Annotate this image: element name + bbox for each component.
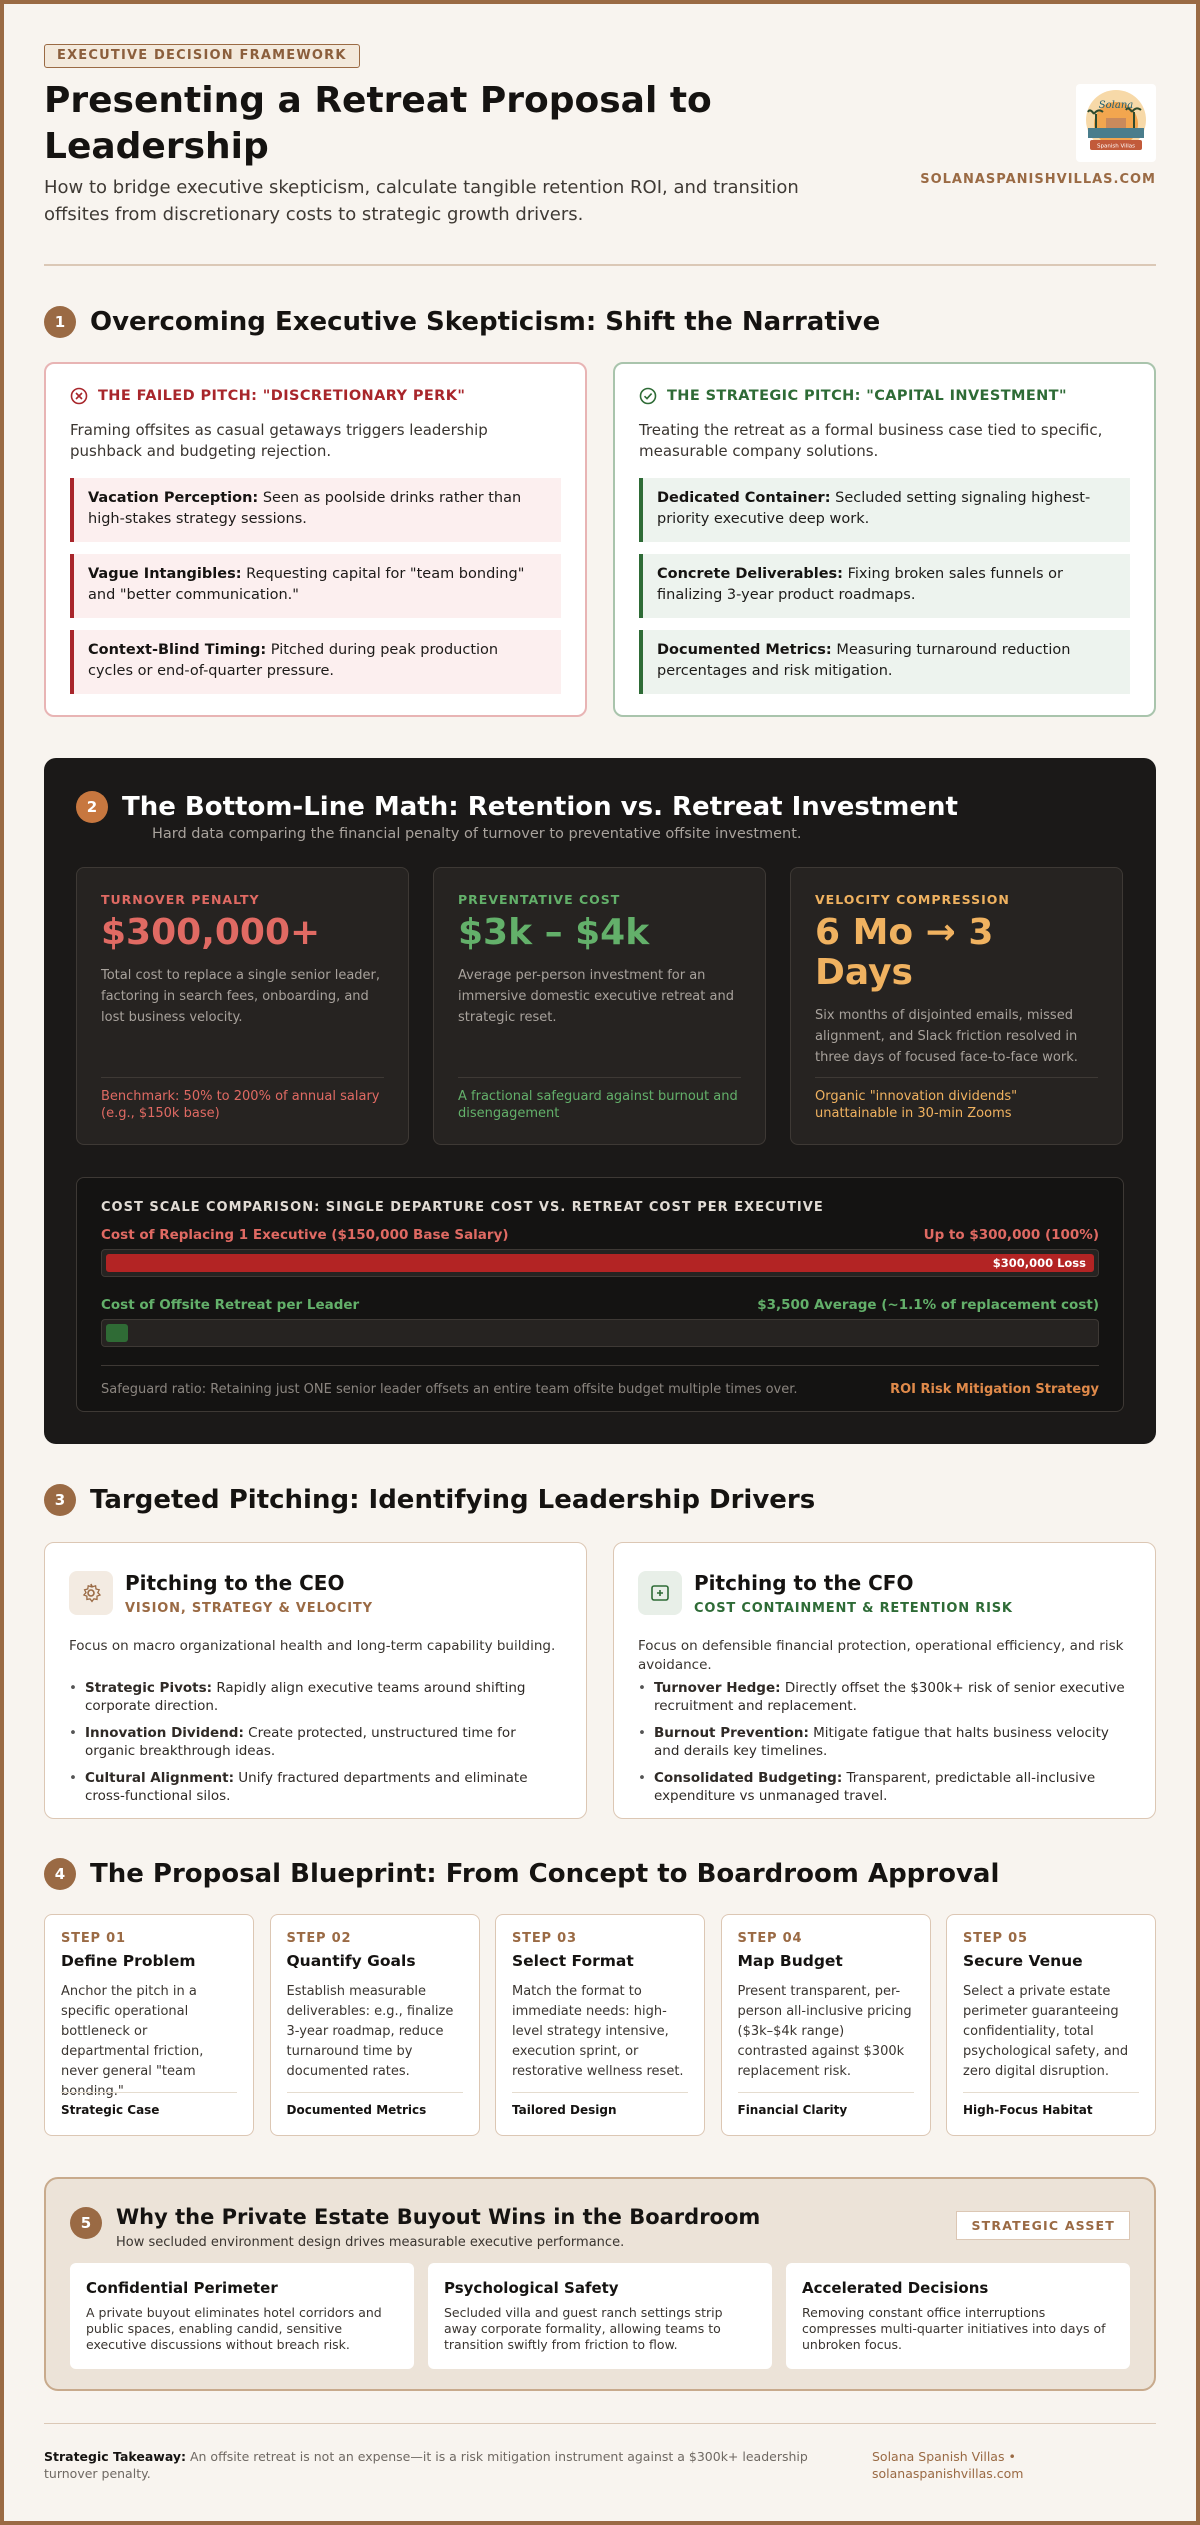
step-title: Map Budget (737, 1952, 843, 1970)
retreat-bar-label: Cost of Offsite Retreat per Leader (101, 1297, 360, 1313)
section-number: 3 (44, 1484, 76, 1516)
replacement-bar-label: Cost of Replacing 1 Executive ($150,000 Base Salary) (101, 1227, 509, 1243)
eyebrow-badge: EXECUTIVE DECISION FRAMEWORK (44, 44, 360, 68)
section-2-heading (76, 790, 1124, 824)
section-1-heading (44, 305, 880, 339)
benefit-card (70, 2263, 414, 2369)
step-number: STEP 03 (512, 1931, 577, 1946)
step-description: Establish measurable deliverables: e.g., finalize 3-year roadmap, reduce turnaround time by documented rates. (286, 1984, 454, 2079)
check-circle-icon (639, 387, 657, 405)
step-number: STEP 05 (963, 1931, 1028, 1946)
retreat-bar-fill (106, 1324, 128, 1342)
step-description: Present transparent, per-person all-inclusive pricing ($3k–$4k range) contrasted against $300k replacement risk. (737, 1984, 912, 2079)
section-number: 2 (76, 791, 108, 823)
step-outcome: Documented Metrics (287, 2092, 463, 2117)
failed-pitch-heading (70, 386, 561, 406)
step-title: Define Problem (61, 1952, 196, 1970)
svg-text:Spanish Villas: Spanish Villas (1097, 143, 1135, 150)
cfo-card-tag: COST CONTAINMENT & RETENTION RISK (694, 1601, 1013, 1616)
section-3-heading (44, 1483, 815, 1517)
replacement-bar-tag: $300,000 Loss (992, 1256, 1086, 1270)
footer-brand (872, 2448, 1072, 2482)
stat-label: PREVENTATIVE COST (458, 892, 621, 907)
stat-footnote: A fractional safeguard against burnout and disengagement (458, 1077, 741, 1122)
step-outcome: High-Focus Habitat (963, 2092, 1139, 2117)
site-url[interactable]: SOLANASPANISHVILLAS.COM (920, 172, 1156, 187)
svg-text:Solana: Solana (1098, 100, 1134, 111)
takeaway-text: An offsite retreat is not an expense—it is a risk mitigation instrument against a $300k+ leadership turnover penalty. (44, 2449, 808, 2481)
step-number: STEP 01 (61, 1931, 126, 1946)
section-4-heading (44, 1857, 999, 1891)
step-description: Match the format to immediate needs: high-level strategy intensive, execution sprint, or restorative wellness reset. (512, 1984, 684, 2079)
list-item: • Cultural Alignment: Unify fractured departments and eliminate cross-functional silos. (69, 1769, 562, 1805)
list-item: • Turnover Hedge: Directly offset the $300k+ risk of senior executive recruitment and replacement. (638, 1679, 1131, 1715)
section-title: Overcoming Executive Skepticism: Shift the Narrative (90, 307, 881, 337)
step-outcome: Tailored Design (512, 2092, 688, 2117)
step-description: Select a private estate perimeter guaranteeing confidentiality, total psychological safety, and zero digital disruption. (963, 1984, 1129, 2079)
strategic-pitch-card (613, 362, 1156, 717)
step-card (946, 1914, 1156, 2136)
step-outcome: Strategic Case (61, 2092, 237, 2117)
benefit-description: Secluded villa and guest ranch settings strip away corporate formality, allowing teams to transition swiftly from friction to flow. (444, 2305, 723, 2352)
step-title: Select Format (512, 1952, 634, 1970)
strategic-pitch-intro: Treating the retreat as a formal business case tied to specific, measurable company solutions. (639, 421, 1103, 460)
section-title: Targeted Pitching: Identifying Leadership Drivers (90, 1485, 816, 1515)
section-number: 4 (44, 1858, 76, 1890)
failed-pitch-title: THE FAILED PITCH: "DISCRETIONARY PERK" (98, 388, 466, 404)
takeaway-label: Strategic Takeaway: (44, 2449, 187, 2464)
replacement-bar-value: Up to $300,000 (100%) (923, 1227, 1099, 1243)
comparison-footer (101, 1365, 1099, 1397)
step-card (44, 1914, 254, 2136)
benefit-card (786, 2263, 1130, 2369)
section-title: The Proposal Blueprint: From Concept to Boardroom Approval (90, 1859, 1000, 1889)
step-card (270, 1914, 480, 2136)
step-number: STEP 02 (286, 1931, 352, 1946)
strategic-item: Concrete Deliverables: Fixing broken sales funnels or finalizing 3-year product roadmaps. (639, 554, 1130, 618)
replacement-bar-track (101, 1249, 1099, 1277)
step-title: Secure Venue (963, 1952, 1083, 1970)
strategic-pitch-title: THE STRATEGIC PITCH: "CAPITAL INVESTMENT" (667, 388, 1067, 404)
ceo-card-tag: VISION, STRATEGY & VELOCITY (125, 1601, 373, 1616)
header (44, 44, 1156, 264)
page-subtitle: How to bridge executive skepticism, calculate tangible retention ROI, and transition offsites from discretionary costs to strategic growth drivers. (44, 177, 799, 225)
section-subtitle: Hard data comparing the financial penalty of turnover to preventative offsite investment. (152, 826, 802, 842)
strategic-item: Dedicated Container: Secluded setting signaling highest-priority executive deep work. (639, 478, 1130, 542)
step-number: STEP 04 (737, 1931, 803, 1946)
stat-footnote: Organic "innovation dividends" unattainable in 30-min Zooms (815, 1077, 1098, 1122)
finance-icon (638, 1571, 682, 1615)
section-title: Why the Private Estate Buyout Wins in the Boardroom (116, 2205, 761, 2229)
benefit-title: Accelerated Decisions (802, 2279, 989, 2297)
benefit-card (428, 2263, 772, 2369)
benefit-description: Removing constant office interruptions compresses multi-quarter initiatives into days of unbroken focus. (802, 2305, 1106, 2352)
cost-comparison-panel (76, 1177, 1124, 1412)
benefit-description: A private buyout eliminates hotel corridors and public spaces, enabling candid, sensitive executive discussions without breach risk. (86, 2305, 382, 2352)
cfo-card-focus: Focus on defensible financial protection, operational efficiency, and risk avoidance. (638, 1638, 1124, 1673)
failed-item: Vague Intangibles: Requesting capital for "team bonding" and "better communication." (70, 554, 561, 618)
stat-card-velocity (790, 867, 1123, 1145)
strategic-pitch-heading (639, 386, 1130, 406)
ceo-card-title: Pitching to the CEO (125, 1571, 345, 1595)
stat-description: Six months of disjointed emails, missed alignment, and Slack friction resolved in three days of focused face-to-face work. (815, 1008, 1078, 1065)
strategic-asset-badge: STRATEGIC ASSET (956, 2211, 1130, 2240)
retreat-bar-value: $3,500 Average (~1.1% of replacement cost) (757, 1297, 1099, 1313)
stat-value: $3k – $4k (458, 912, 650, 953)
header-divider (44, 264, 1156, 266)
step-description: Anchor the pitch in a specific operational bottleneck or departmental friction, never general "team bonding." (61, 1984, 204, 2099)
gear-icon (69, 1571, 113, 1615)
replacement-bar-fill (106, 1254, 1094, 1272)
private-estate-panel (44, 2177, 1156, 2391)
safeguard-ratio-note: Safeguard ratio: Retaining just ONE senior leader offsets an entire team offsite budget multiple times over. (101, 1382, 798, 1397)
stat-card-turnover (76, 867, 409, 1145)
strategic-item: Documented Metrics: Measuring turnaround reduction percentages and risk mitigation. (639, 630, 1130, 694)
stat-card-preventative (433, 867, 766, 1145)
retreat-bar-label-row (101, 1297, 1099, 1313)
section-subtitle: How secluded environment design drives measurable executive performance. (116, 2235, 625, 2250)
list-item: • Innovation Dividend: Create protected, unstructured time for organic breakthrough ideas. (69, 1724, 562, 1760)
step-card (721, 1914, 931, 2136)
step-card (495, 1914, 705, 2136)
replacement-bar-label-row (101, 1227, 1099, 1243)
step-outcome: Financial Clarity (738, 2092, 914, 2117)
failed-pitch-intro: Framing offsites as casual getaways triggers leadership pushback and budgeting rejection. (70, 421, 488, 460)
cfo-card-title: Pitching to the CFO (694, 1571, 914, 1595)
failed-item: Context-Blind Timing: Pitched during peak production cycles or end-of-quarter pressure. (70, 630, 561, 694)
list-item: • Strategic Pivots: Rapidly align executive teams around shifting corporate direction. (69, 1679, 562, 1715)
benefit-title: Psychological Safety (444, 2279, 619, 2297)
list-item: • Consolidated Budgeting: Transparent, predictable all-inclusive expenditure vs unmanaged travel. (638, 1769, 1131, 1805)
stat-footnote: Benchmark: 50% to 200% of annual salary (e.g., $150k base) (101, 1077, 384, 1122)
cfo-driver-list (638, 1679, 1131, 1814)
x-circle-icon (70, 387, 88, 405)
footer-site-link[interactable]: solanaspanishvillas.com (872, 2466, 1024, 2481)
section-number: 1 (44, 306, 76, 338)
comparison-title: COST SCALE COMPARISON: SINGLE DEPARTURE COST VS. RETREAT COST PER EXECUTIVE (101, 1200, 824, 1215)
stat-label: VELOCITY COMPRESSION (815, 892, 1010, 907)
ceo-driver-list (69, 1679, 562, 1814)
roi-strategy-label: ROI Risk Mitigation Strategy (890, 1382, 1099, 1397)
failed-pitch-card (44, 362, 587, 717)
section-title: The Bottom-Line Math: Retention vs. Retreat Investment (122, 792, 958, 822)
cfo-pitch-card (613, 1542, 1156, 1819)
strategic-takeaway (44, 2448, 844, 2482)
benefit-title: Confidential Perimeter (86, 2279, 278, 2297)
bottom-line-math-panel (44, 758, 1156, 1444)
brand-logo (1076, 84, 1156, 162)
failed-item: Vacation Perception: Seen as poolside drinks rather than high-stakes strategy sessions. (70, 478, 561, 542)
stat-value: $300,000+ (101, 912, 321, 953)
footer-brand-name: Solana Spanish Villas • (872, 2449, 1016, 2464)
ceo-card-focus: Focus on macro organizational health and long-term capability building. (69, 1638, 556, 1654)
ceo-pitch-card (44, 1542, 587, 1819)
retreat-bar-track (101, 1319, 1099, 1347)
page-title: Presenting a Retreat Proposal to Leadership (44, 80, 712, 167)
stat-value: 6 Mo → 3 Days (815, 912, 994, 993)
stat-label: TURNOVER PENALTY (101, 892, 260, 907)
stat-description: Average per-person investment for an immersive domestic executive retreat and strategic reset. (458, 968, 734, 1025)
stat-description: Total cost to replace a single senior leader, factoring in search fees, onboarding, and lost business velocity. (101, 968, 381, 1025)
section-number: 5 (70, 2207, 102, 2239)
step-title: Quantify Goals (286, 1952, 416, 1970)
list-item: • Burnout Prevention: Mitigate fatigue that halts business velocity and derails key timelines. (638, 1724, 1131, 1760)
footer-divider (44, 2423, 1156, 2424)
